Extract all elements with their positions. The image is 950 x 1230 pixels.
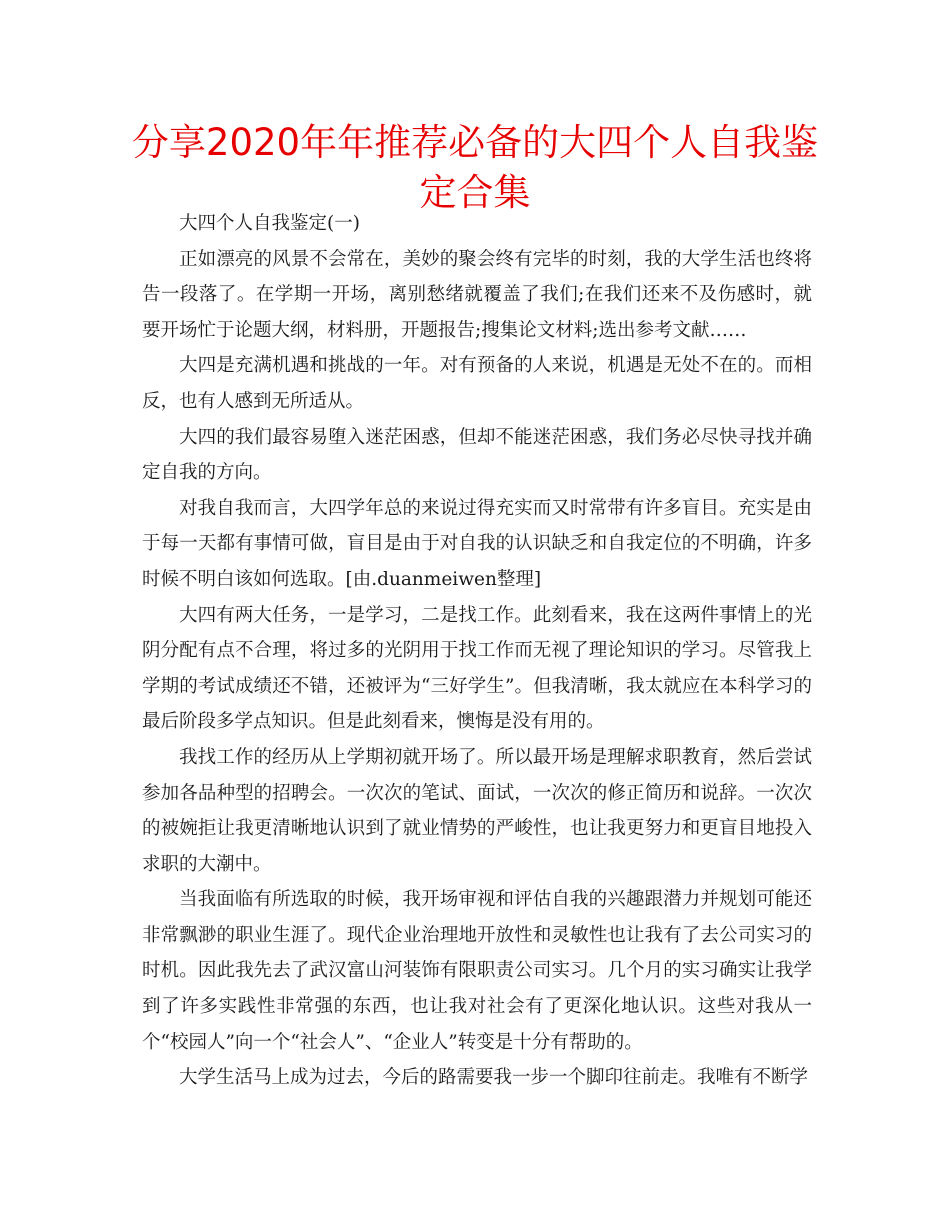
- paragraph: 正如漂亮的风景不会常在，美妙的聚会终有完毕的时刻，我的大学生活也终将告一段落了。在学期一开场，离别愁绪就覆盖了我们;在我们还来不及伤感时，就要开场忙于论题大纲，材料册，开题报告;搜集论文材料;选出参考文献……: [142, 248, 812, 341]
- paragraph: 大四是充满机遇和挑战的一年。对有预备的人来说，机遇是无处不在的。而相反，也有人感到无所适从。: [142, 355, 812, 412]
- paragraph: 我找工作的经历从上学期初就开场了。所以最开场是理解求职教育，然后尝试参加各品种型的招聘会。一次次的笔试、面试，一次次的修正简历和说辞。一次次的被婉拒让我更清晰地认识到了就业情势的严峻性，也让我更努力和更盲目地投入求职的大潮中。: [142, 746, 812, 875]
- paragraph: 大四的我们最容易堕入迷茫困惑，但却不能迷茫困惑，我们务必尽快寻找并确定自我的方向。: [142, 426, 812, 484]
- paragraph: 当我面临有所选取的时候，我开场审视和评估自我的兴趣跟潜力并规划可能还非常飘渺的职业生涯了。现代企业治理地开放性和灵敏性也让我有了去公司实习的时机。因此我先去了武汉富山河装饰有限职责公司实习。几个月的实习确实让我学到了许多实践性非常强的东西，也让我对社会有了更深化地认识。这些对我从一个“校园人”向一个“社会人”、“企业人”转变是十分有帮助的。: [142, 889, 812, 1053]
- paragraph: 大学生活马上成为过去，今后的路需要我一步一个脚印往前走。我唯有不断学: [179, 1067, 809, 1089]
- section-heading: 大四个人自我鉴定(一): [179, 213, 360, 234]
- document-body: [142, 206, 812, 1096]
- paragraph: 对我自我而言，大四学年总的来说过得充实而又时常带有许多盲目。充实是由于每一天都有事情可做，盲目是由于对自我的认识缺乏和自我定位的不明确，许多时候不明白该如何选取。[由.duanmeiwen整理]: [142, 497, 812, 590]
- paragraph: 大四有两大任务，一是学习，二是找工作。此刻看来，我在这两件事情上的光阴分配有点不合理，将过多的光阴用于找工作而无视了理论知识的学习。尽管我上学期的考试成绩还不错，还被评为“三好学生”。但我清晰，我太就应在本科学习的最后阶段多学点知识。但是此刻看来，懊悔是没有用的。: [142, 604, 812, 733]
- document-title: 分享2020年年推荐必备的大四个人自我鉴定合集: [131, 121, 819, 214]
